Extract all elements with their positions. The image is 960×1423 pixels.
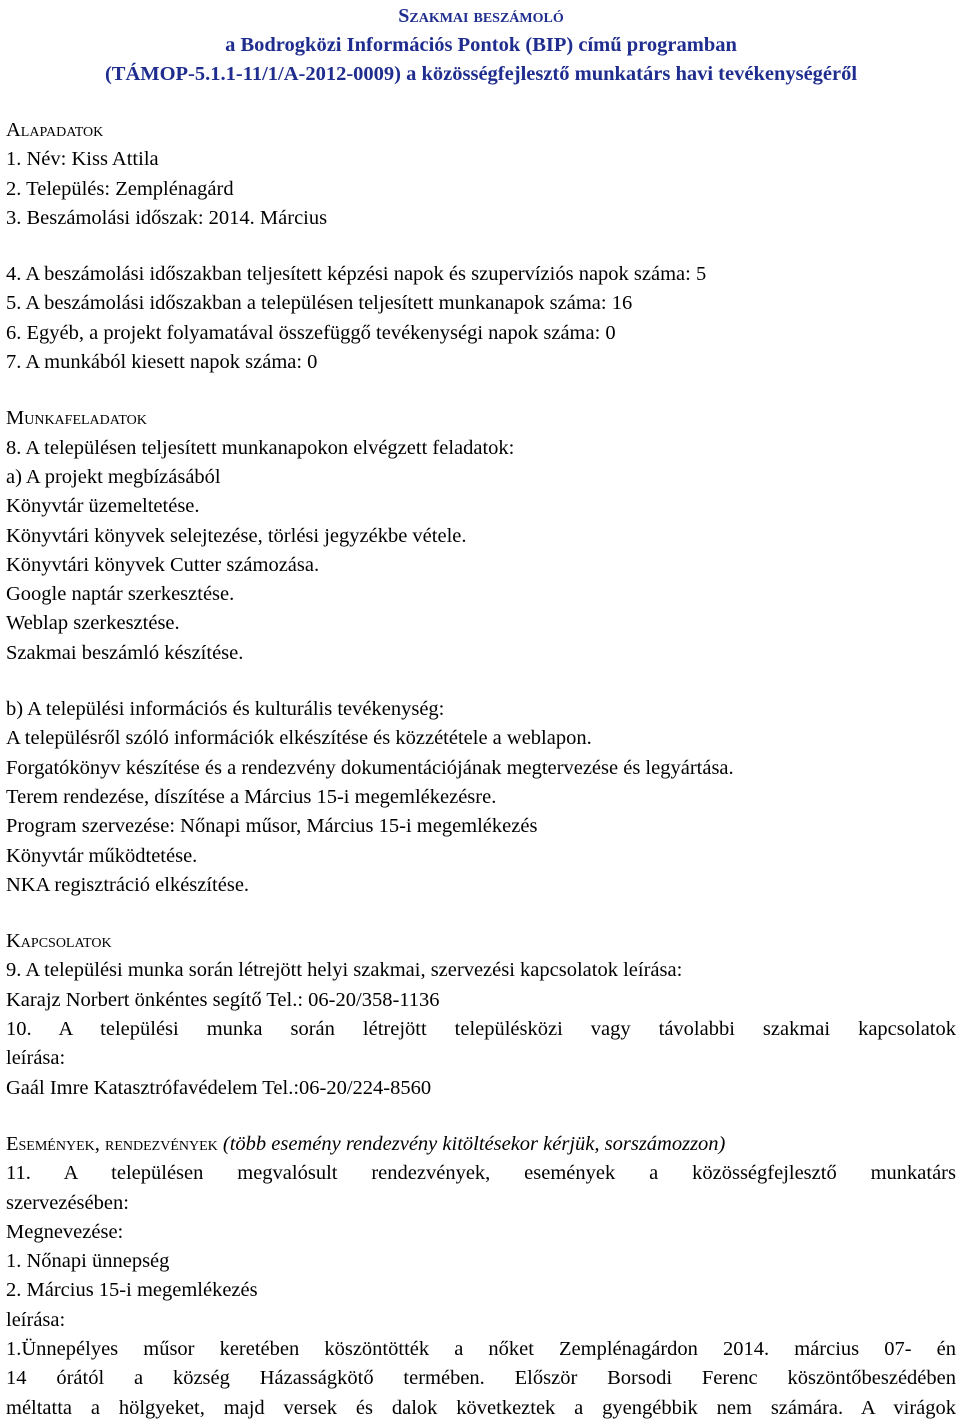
task-item: Google naptár szerkesztése. bbox=[6, 583, 235, 606]
report-title bbox=[6, 2, 956, 89]
title-line-2: a Bodrogközi Információs Pontok (BIP) című programban bbox=[225, 34, 737, 56]
task-item: Terem rendezése, díszítése a Március 15-i megemlékezésre. bbox=[6, 785, 497, 808]
task-item: Könyvtári könyvek Cutter számozása. bbox=[6, 553, 320, 576]
q10-line-1: 10. A települési munka során létrejött településközi vagy távolabbi szakmai kapcsolatok bbox=[6, 1018, 956, 1041]
leiras-label: leírása: bbox=[6, 1308, 66, 1331]
description-line-2: 14 órától a község Házasságkötő termében. Először Borsodi Ferenc köszöntőbeszédében bbox=[6, 1367, 956, 1390]
a10-line: Gaál Imre Katasztrófavédelem Tel.:06-20/224-8560 bbox=[6, 1076, 432, 1099]
work-days-line: 5. A beszámolási időszakban a településen teljesített munkanapok száma: 16 bbox=[6, 292, 633, 315]
q9-line: 9. A települési munka során létrejött helyi szakmai, szervezési kapcsolatok leírása: bbox=[6, 959, 683, 982]
tasks-intro: 8. A településen teljesített munkanapokon elvégzett feladatok: bbox=[6, 436, 515, 459]
other-days-line: 6. Egyéb, a projekt folyamatával összefüggő tevékenységi napok száma: 0 bbox=[6, 321, 616, 344]
kapcsolatok-heading: Kapcsolatok bbox=[6, 930, 112, 953]
q10-line-2: leírása: bbox=[6, 1047, 66, 1070]
task-item: Könyvtár üzemeltetése. bbox=[6, 495, 200, 518]
q11-line-2: szervezésében: bbox=[6, 1191, 129, 1214]
description-line-3: méltatta a hölgyeket, majd versek és dalok következtek a gyengébbik nem számára. A virágok bbox=[6, 1396, 956, 1419]
megnevezes-label: Megnevezése: bbox=[6, 1220, 124, 1243]
a9-line: Karajz Norbert önkéntes segítő Tel.: 06-20/358-1136 bbox=[6, 988, 440, 1011]
task-item: Program szervezése: Nőnapi műsor, Március 15-i megemlékezés bbox=[6, 815, 538, 838]
munkafeladatok-heading: Munkafeladatok bbox=[6, 407, 147, 430]
esemenyek-note: (több esemény rendezvény kitöltésekor kérjük, sorszámozzon) bbox=[222, 1132, 726, 1155]
task-item: Weblap szerkesztése. bbox=[6, 612, 180, 635]
title-line-1: Szakmai beszámoló bbox=[398, 5, 564, 27]
task-item: Forgatókönyv készítése és a rendezvény dokumentációjának megtervezése és legyártása. bbox=[6, 756, 734, 779]
task-item: Könyvtár működtetése. bbox=[6, 844, 198, 867]
task-item: Szakmai beszámló készítése. bbox=[6, 641, 244, 664]
esemenyek-heading: Események, rendezvények bbox=[6, 1132, 218, 1155]
task-item: A településről szóló információk elkészítése és közzététele a weblapon. bbox=[6, 727, 592, 750]
missed-days-line: 7. A munkából kiesett napok száma: 0 bbox=[6, 351, 318, 374]
document-page bbox=[0, 2, 960, 1418]
description-line-1: 1.Ünnepélyes műsor keretében köszöntötték a nőket Zemplénagárdon 2014. március 07- én bbox=[6, 1337, 956, 1360]
settlement-line: 2. Település: Zemplénagárd bbox=[6, 177, 234, 200]
task-item: Könyvtári könyvek selejtezése, törlési jegyzékbe vétele. bbox=[6, 524, 467, 547]
tasks-a-heading: a) A projekt megbízásából bbox=[6, 465, 221, 488]
q11-line-1: 11. A településen megvalósult rendezvények, események a közösségfejlesztő munkatárs bbox=[6, 1162, 956, 1185]
event-item: 2. Március 15-i megemlékezés bbox=[6, 1279, 258, 1302]
task-item: NKA regisztráció elkészítése. bbox=[6, 873, 250, 896]
name-line: 1. Név: Kiss Attila bbox=[6, 148, 159, 171]
period-line: 3. Beszámolási időszak: 2014. Március bbox=[6, 206, 328, 229]
event-item: 1. Nőnapi ünnepség bbox=[6, 1250, 170, 1273]
alapadatok-heading: Alapadatok bbox=[6, 119, 104, 141]
tasks-b-heading: b) A települési információs és kulturális tevékenység: bbox=[6, 698, 445, 721]
training-days-line: 4. A beszámolási időszakban teljesített képzési napok és szupervíziós napok száma: 5 bbox=[6, 263, 707, 286]
title-line-3: (TÁMOP-5.1.1-11/1/A-2012-0009) a közösségfejlesztő munkatárs havi tevékenységéről bbox=[104, 63, 858, 85]
esemenyek-heading-line bbox=[6, 1130, 956, 1159]
